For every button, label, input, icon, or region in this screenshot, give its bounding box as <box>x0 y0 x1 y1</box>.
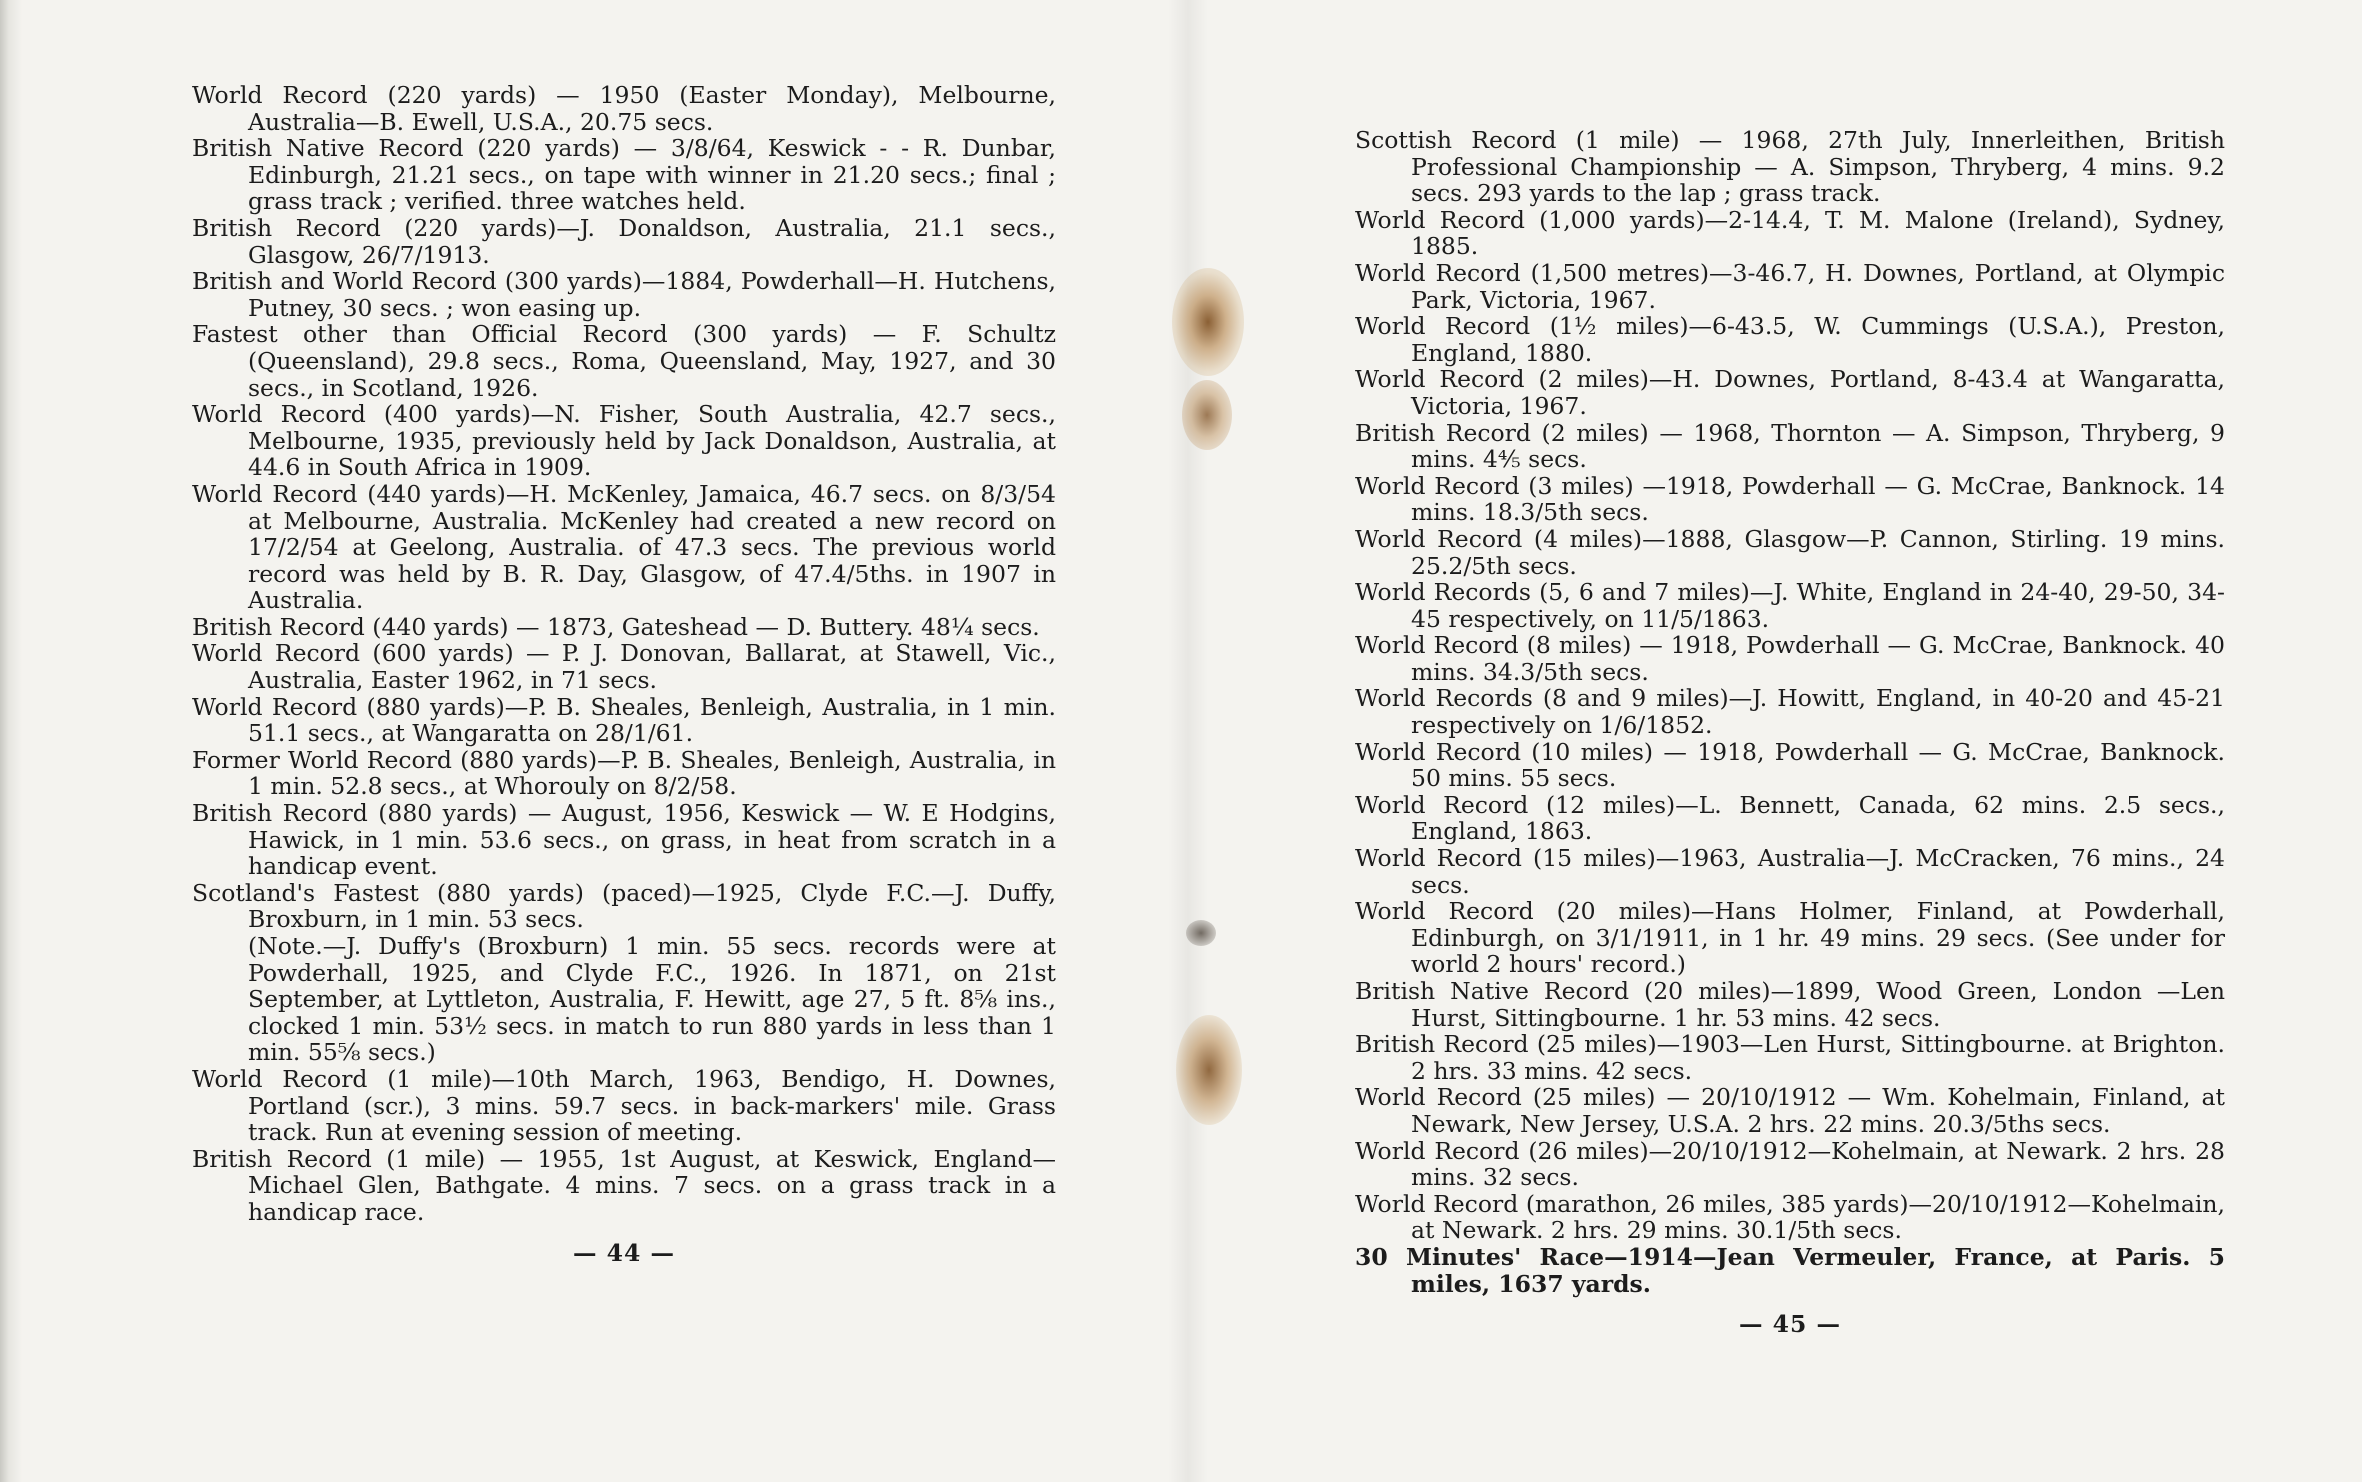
rust-stain <box>1182 380 1232 450</box>
rust-stain <box>1172 268 1244 376</box>
record-entry: World Record (600 yards) — P. J. Donovan, Ballarat, at Stawell, Vic., Australia, Easter 1962, in 71 secs. <box>192 639 1056 695</box>
record-entry: World Record (400 yards)—N. Fisher, South Australia, 42.7 secs., Melbourne, 1935, previously held by Jack Donaldson, Australia, at 44.6 in South Africa in 1909. <box>192 400 1056 482</box>
record-entry: British Record (440 yards) — 1873, Gateshead — D. Buttery. 48¼ secs. <box>192 612 1040 641</box>
rust-stain <box>1176 1015 1242 1125</box>
record-entry: World Record (220 yards) — 1950 (Easter Monday), Melbourne, Australia—B. Ewell, U.S.A., 20.75 secs. <box>192 81 1056 136</box>
record-entry: World Record (12 miles)—L. Bennett, Canada, 62 mins. 2.5 secs., England, 1863. <box>1355 790 2225 846</box>
record-entry: British Record (220 yards)—J. Donaldson, Australia, 21.1 secs., Glasgow, 26/7/1913. <box>192 213 1056 269</box>
record-entry: World Record (marathon, 26 miles, 385 yards)—20/10/1912—Kohelmain, at Newark. 2 hrs. 29 mins. 30.1/5th secs. <box>1355 1189 2225 1245</box>
record-entry: British Record (25 miles)—1903—Len Hurst, Sittingbourne. at Brighton. 2 hrs. 33 mins. 42 secs. <box>1355 1030 2225 1085</box>
record-note: (Note.—J. Duffy's (Broxburn) 1 min. 55 secs. records were at Powderhall, 1925, and Clyde F.C., 1926. In 1871, on 21st September, at Lyttleton, Australia, F. Hewitt, age 27, 5 ft. 8⅝ ins., clocked 1 min. 53½ secs. in match to run 880 yards in less than 1 min. 55⅝ secs.) <box>248 932 1056 1067</box>
left-page <box>192 82 1056 1266</box>
record-entry: World Record (26 miles)—20/10/1912—Kohelmain, at Newark. 2 hrs. 28 mins. 32 secs. <box>1355 1136 2225 1192</box>
rust-stain <box>1186 920 1216 946</box>
record-entry: World Records (5, 6 and 7 miles)—J. White, England in 24-40, 29-50, 34-45 respectively, on 11/5/1863. <box>1355 578 2225 633</box>
record-entry: British Record (2 miles) — 1968, Thornton — A. Simpson, Thryberg, 9 mins. 4⅘ secs. <box>1355 418 2225 474</box>
record-entry: British Native Record (220 yards) — 3/8/64, Keswick - - R. Dunbar, Edinburgh, 21.21 secs., on tape with winner in 21.20 secs.; final ; grass track ; verified. three watches held. <box>192 134 1056 216</box>
record-entry: World Record (2 miles)—H. Downes, Portland, 8-43.4 at Wangaratta, Victoria, 1967. <box>1355 365 2225 420</box>
record-entry: World Record (1,500 metres)—3-46.7, H. Downes, Portland, at Olympic Park, Victoria, 1967. <box>1355 258 2225 314</box>
page-edge-shadow <box>0 0 22 1482</box>
record-entry: World Record (1½ miles)—6-43.5, W. Cummings (U.S.A.), Preston, England, 1880. <box>1355 312 2225 367</box>
record-entry: Scottish Record (1 mile) — 1968, 27th July, Innerleithen, British Professional Championship — A. Simpson, Thryberg, 4 mins. 9.2 secs. 293 yards to the lap ; grass track. <box>1355 126 2225 208</box>
record-entry: Fastest other than Official Record (300 yards) — F. Schultz (Queensland), 29.8 secs., Roma, Queensland, May, 1927, and 30 secs., in Scotland, 1926. <box>192 320 1056 402</box>
record-entry: World Record (3 miles) —1918, Powderhall — G. McCrae, Banknock. 14 mins. 18.3/5th secs. <box>1355 471 2225 527</box>
page-number: — 44 — <box>572 1238 676 1267</box>
record-entry: British Native Record (20 miles)—1899, Wood Green, London —Len Hurst, Sittingbourne. 1 hr. 53 mins. 42 secs. <box>1355 977 2225 1032</box>
record-entry: World Record (440 yards)—H. McKenley, Jamaica, 46.7 secs. on 8/3/54 at Melbourne, Australia. McKenley had created a new record on 17/2/54 at Geelong, Australia. of 47.3 secs. The previous world record was held by B. R. Day, Glasgow, of 47.4/5ths. in 1907 in Australia. <box>192 479 1056 615</box>
record-entry: World Record (10 miles) — 1918, Powderhall — G. McCrae, Banknock. 50 mins. 55 secs. <box>1355 737 2225 793</box>
record-entry: World Record (4 miles)—1888, Glasgow—P. Cannon, Stirling. 19 mins. 25.2/5th secs. <box>1355 524 2225 580</box>
record-entry: British Record (880 yards) — August, 1956, Keswick — W. E Hodgins, Hawick, in 1 min. 53.6 secs., on grass, in heat from scratch in a handicap event. <box>192 799 1056 881</box>
right-page <box>1355 127 2225 1338</box>
record-entry: World Record (25 miles) — 20/10/1912 — Wm. Kohelmain, Finland, at Newark, New Jersey, U.S.A. 2 hrs. 22 mins. 20.3/5ths secs. <box>1355 1083 2225 1138</box>
record-entry-last: 30 Minutes' Race—1914—Jean Vermeuler, France, at Paris. 5 miles, 1637 yards. <box>1355 1242 2225 1298</box>
binding-gutter <box>1168 0 1208 1482</box>
page-number: — 45 — <box>1738 1310 1842 1339</box>
record-entry: World Record (15 miles)—1963, Australia—J. McCracken, 76 mins., 24 secs. <box>1355 844 2225 899</box>
record-entry: World Record (8 miles) — 1918, Powderhall — G. McCrae, Banknock. 40 mins. 34.3/5th secs. <box>1355 631 2225 686</box>
record-entry: British Record (1 mile) — 1955, 1st August, at Keswick, England—Michael Glen, Bathgate. 4 mins. 7 secs. on a grass track in a handicap race. <box>192 1144 1056 1226</box>
record-entry: World Record (1 mile)—10th March, 1963, Bendigo, H. Downes, Portland (scr.), 3 mins. 59.7 secs. in back-markers' mile. Grass track. Run at evening session of meeting. <box>192 1064 1056 1147</box>
record-entry: World Record (880 yards)—P. B. Sheales, Benleigh, Australia, in 1 min. 51.1 secs., at Wangaratta on 28/1/61. <box>192 692 1056 748</box>
record-entry: World Records (8 and 9 miles)—J. Howitt, England, in 40-20 and 45-21 respectively on 1/6/1852. <box>1355 684 2225 740</box>
record-entry: Former World Record (880 yards)—P. B. Sheales, Benleigh, Australia, in 1 min. 52.8 secs., at Whorouly on 8/2/58. <box>192 745 1056 801</box>
record-entry: World Record (20 miles)—Hans Holmer, Finland, at Powderhall, Edinburgh, on 3/1/1911, in 1 hr. 49 mins. 29 secs. (See under for world 2 hours' record.) <box>1355 897 2225 979</box>
record-entry: World Record (1,000 yards)—2-14.4, T. M. Malone (Ireland), Sydney, 1885. <box>1355 205 2225 261</box>
record-entry: British and World Record (300 yards)—1884, Powderhall—H. Hutchens, Putney, 30 secs. ; won easing up. <box>192 267 1056 322</box>
record-entry: Scotland's Fastest (880 yards) (paced)—1925, Clyde F.C.—J. Duffy, Broxburn, in 1 min. 53 secs. <box>192 878 1056 934</box>
